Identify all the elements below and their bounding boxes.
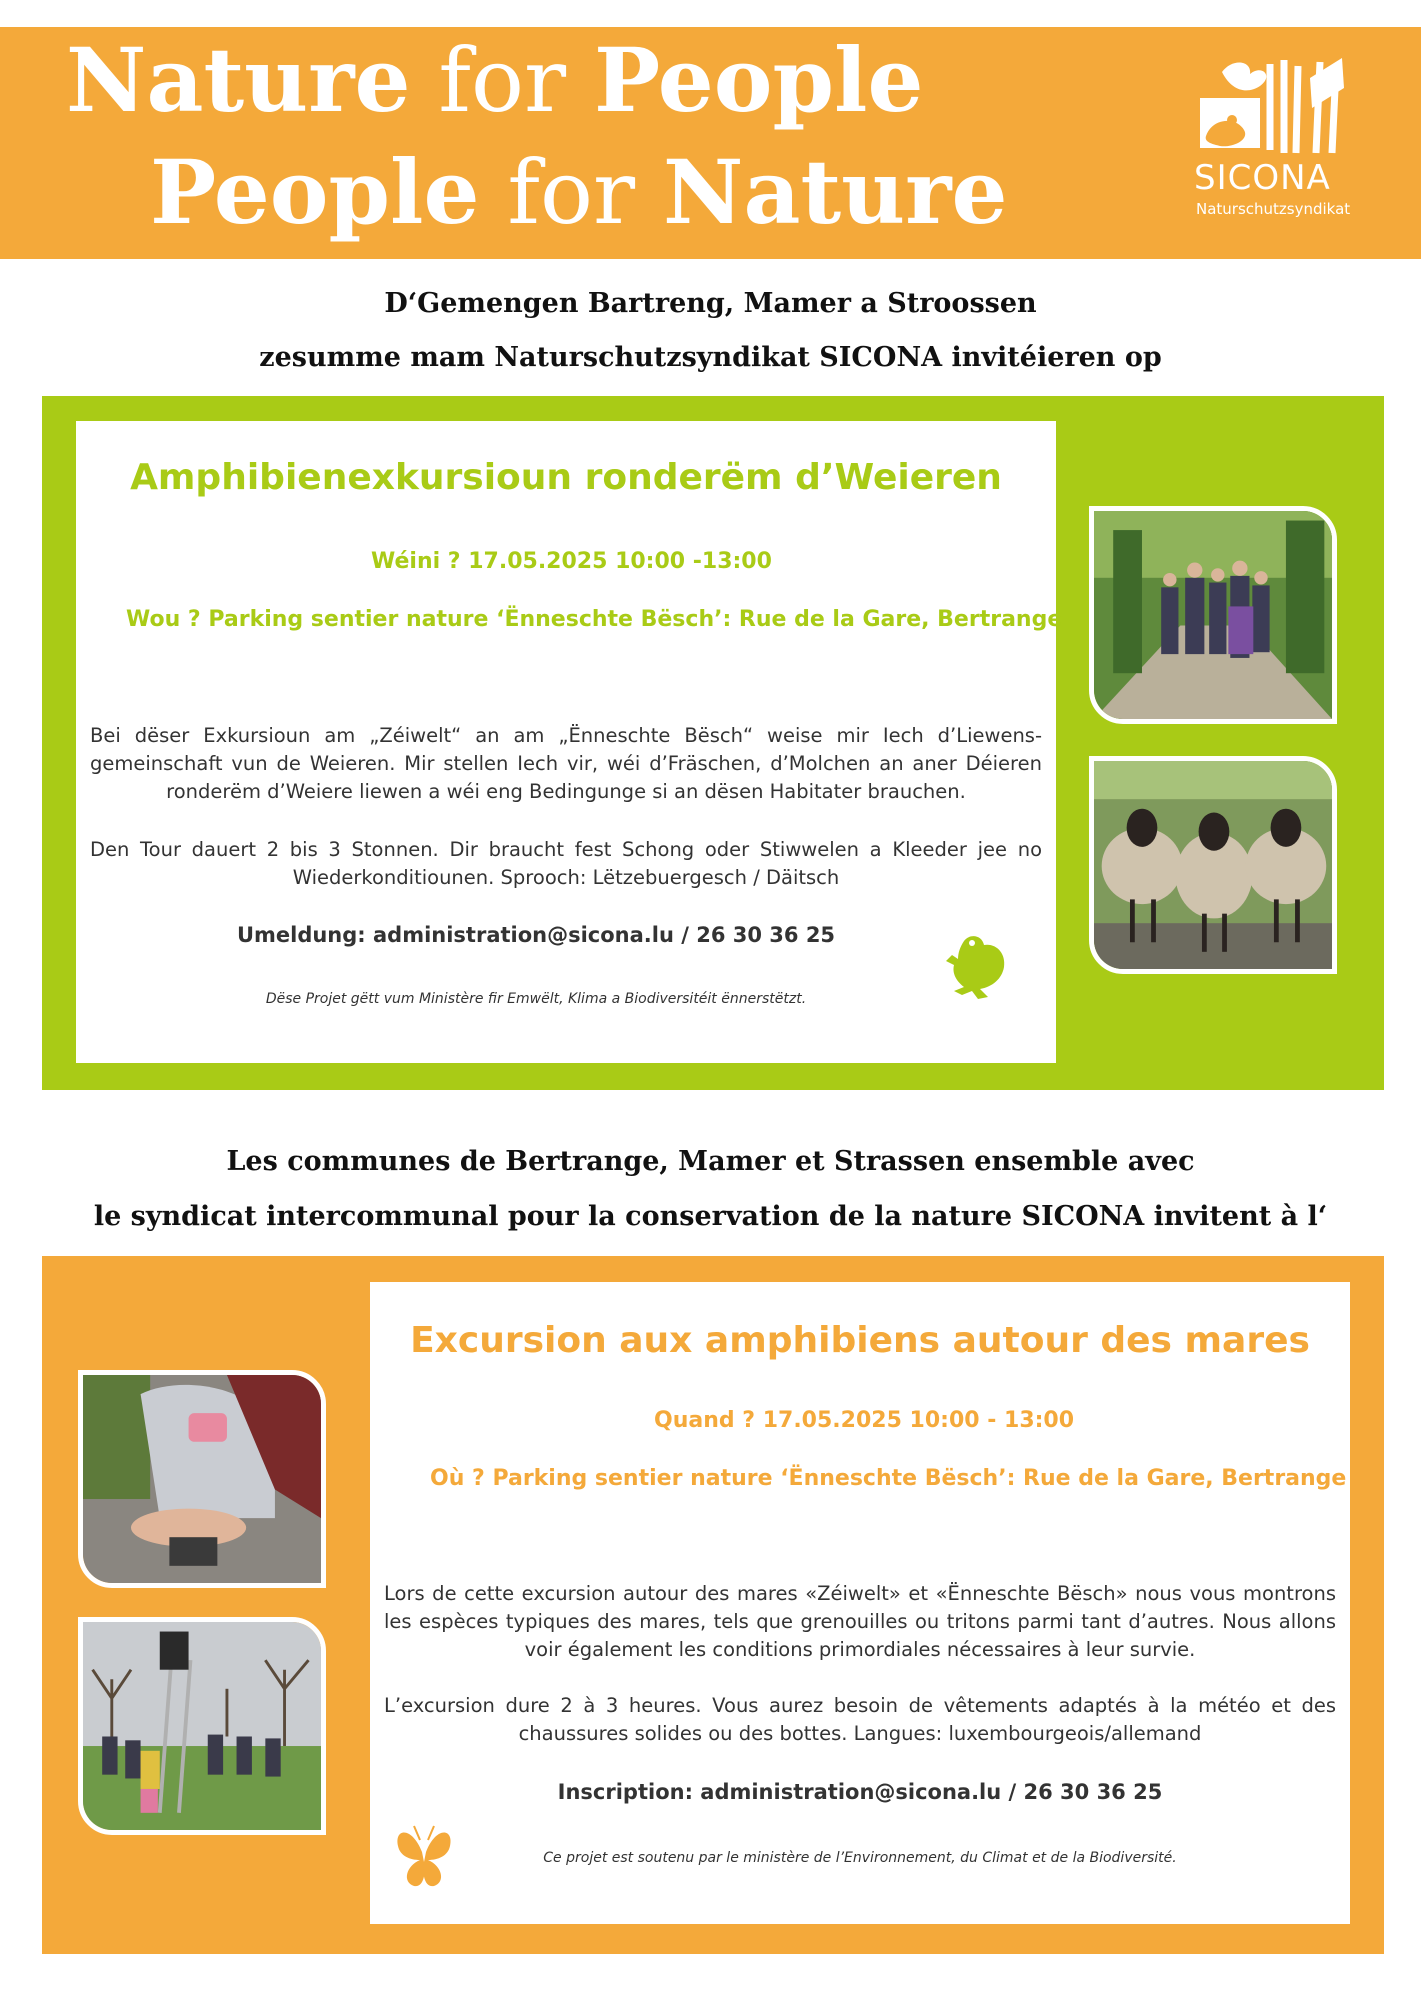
fr-event-card	[370, 1282, 1350, 1924]
lux-support-note: Dëse Projet gëtt vum Ministère fir Emwëlt, Klima a Biodiversitéit ënnerstëtzt.	[265, 991, 807, 1007]
lux-registration: Umeldung: administration@sicona.lu / 26 30 36 25	[236, 923, 836, 947]
photo-sheep	[1089, 756, 1337, 974]
fr-event-where: Où ? Parking sentier nature ‘Ënneschte Bësch’: Rue de la Gare, Bertrange	[430, 1466, 1347, 1491]
lux-event-card	[76, 421, 1063, 1063]
fr-description-1: Lors de cette excursion autour des mares «Zéiwelt» et «Ënneschte Bësch» nous vous montrons les espèces typiques des mares, tels que grenouilles ou tritons parmi tant d’autres. Nous allons voir également les conditions primordiales nécessaires à leur survie.	[384, 1582, 1336, 1661]
lux-description-2: Den Tour dauert 2 bis 3 Stonnen. Dir braucht fest Schong oder Stiwwelen a Kleeder jee no Wiederkonditiounen. Sprooch: Lëtzebuergesch / Däitsch	[90, 838, 1042, 889]
logo-name: SICONA	[1194, 158, 1331, 198]
photo-group-walking	[1089, 506, 1337, 724]
lux-event-where: Wou ? Parking sentier nature ‘Ënneschte Bësch’: Rue de la Gare, Bertrange	[126, 607, 1063, 632]
logo-subtitle: Naturschutzsyndikat	[1196, 200, 1351, 218]
lux-event-when: Wéini ? 17.05.2025 10:00 -13:00	[371, 549, 772, 574]
lux-intro-line-2: zesumme mam Naturschutzsyndikat SICONA invitéieren op	[259, 342, 1162, 373]
fr-registration: Inscription: administration@sicona.lu / 26 30 36 25	[557, 1780, 1163, 1804]
lux-description-1: Bei dëser Exkursioun am „Zéiwelt“ an am „Ënneschte Bësch“ weise mir Iech d’Liewens-gemeinschaft vun de Weieren. Mir stellen Iech vir, wéi d’Fräschen, d’Molchen an aner Déieren ronderëm d’Weiere liewen a wéi eng Bedingunge si an dësen Habitater brauchen.	[90, 724, 1042, 803]
title-line-1: Nature for People	[66, 28, 924, 132]
fr-event-title: Excursion aux amphibiens autour des mares	[410, 1320, 1310, 1361]
photo-orchard-group	[78, 1617, 326, 1835]
fr-intro-line-1: Les communes de Bertrange, Mamer et Strassen ensemble avec	[226, 1146, 1195, 1177]
lux-event-title: Amphibienexkursioun ronderëm d’Weieren	[130, 457, 1002, 498]
frog-icon	[944, 931, 1016, 1003]
fr-intro-line-2: le syndicat intercommunal pour la conservation de la nature SICONA invitent à l‘	[93, 1201, 1328, 1232]
butterfly-icon	[392, 1822, 456, 1892]
fr-event-when: Quand ? 17.05.2025 10:00 - 13:00	[654, 1408, 1075, 1433]
photo-child-frog	[78, 1370, 326, 1588]
fr-description-2: L’excursion dure 2 à 3 heures. Vous aurez besoin de vêtements adaptés à la météo et des chaussures solides ou des bottes. Langues: luxembourgeois/allemand	[384, 1694, 1336, 1745]
title-line-2: People for Nature	[150, 140, 1008, 244]
lux-intro-line-1: D‘Gemengen Bartreng, Mamer a Stroossen	[384, 288, 1037, 319]
fr-support-note: Ce projet est soutenu par le ministère de l’Environnement, du Climat et de la Biodiversité.	[543, 1850, 1177, 1866]
